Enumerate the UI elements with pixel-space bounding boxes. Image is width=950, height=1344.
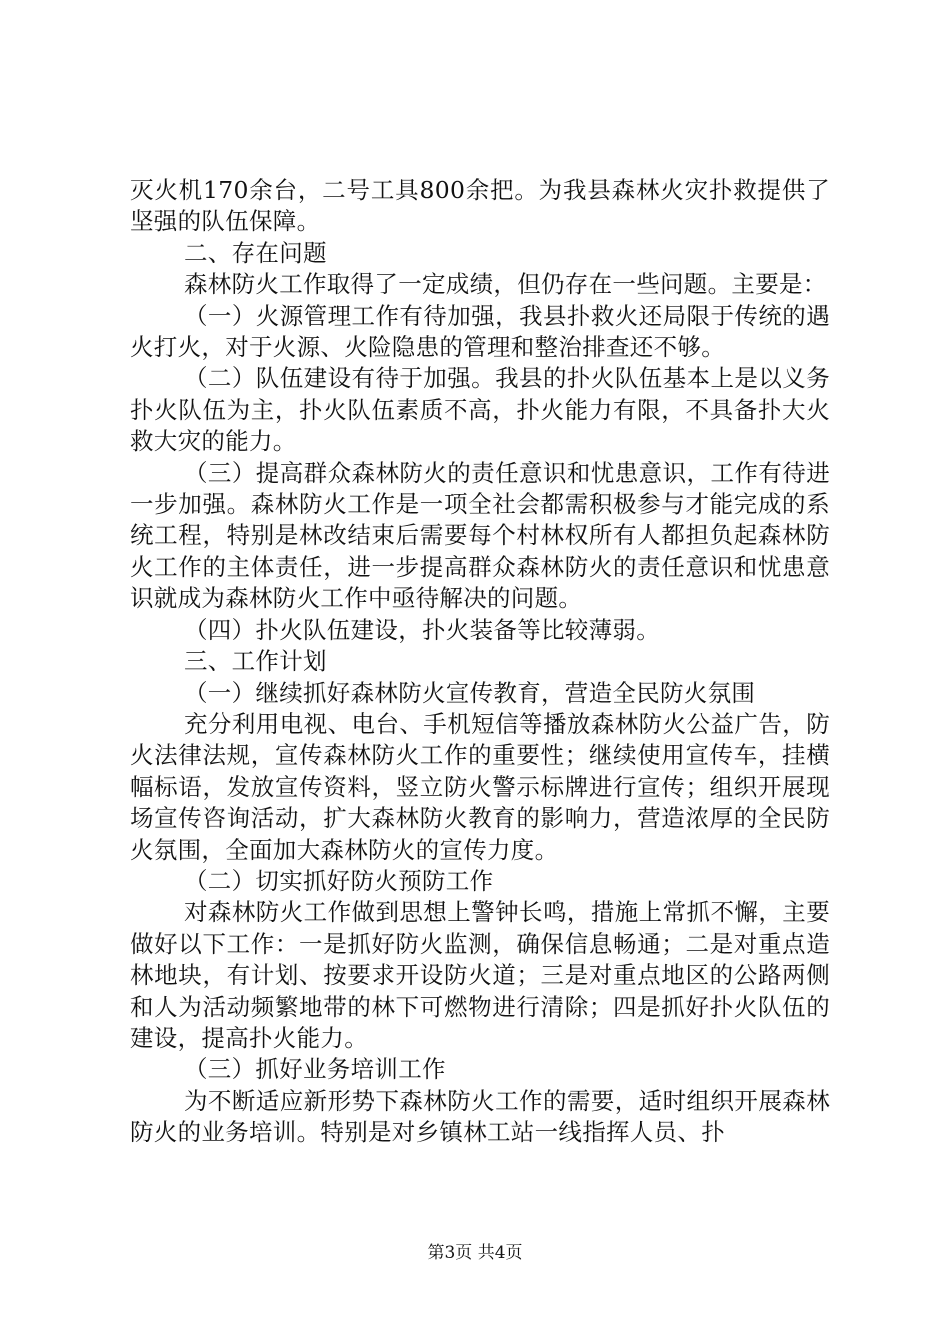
- paragraph-5: （三）提高群众森林防火的责任意识和忧患意识，工作有待进一步加强。森林防火工作是一项全社会都需积极参与才能完成的系统工程，特别是林改结束后需要每个村林权所有人都担负起森林防火工作的主体责任，进一步提高群众森林防火的责任意识和忧患意识就成为森林防火工作中亟待解决的问题。: [130, 458, 830, 613]
- paragraph-2: 森林防火工作取得了一定成绩，但仍存在一些问题。主要是：: [184, 270, 827, 299]
- paragraph-9: 为不断适应新形势下森林防火工作的需要，适时组织开展森林防火的业务培训。特别是对乡镇林工站一线指挥人员、扑: [130, 1086, 830, 1147]
- paragraph-8: 对森林防火工作做到思想上警钟长鸣，措施上常抓不懈，主要做好以下工作：一是抓好防火监测，确保信息畅通；二是对重点造林地块，有计划、按要求开设防火道；三是对重点地区的公路两侧和人为活动频繁地带的林下可燃物进行清除；四是抓好扑火队伍的建设，提高扑火能力。: [130, 898, 830, 1052]
- page-footer: 第3页 共4页: [427, 1243, 523, 1263]
- document-body: [130, 175, 830, 1149]
- paragraph-1: 灭火机170余台，二号工具800余把。为我县森林火灾扑救提供了坚强的队伍保障。: [130, 176, 830, 236]
- section-heading-problems: 二、存在问题: [184, 238, 327, 267]
- paragraph-7: 充分利用电视、电台、手机短信等播放森林防火公益广告，防火法律法规，宣传森林防火工作的重要性；继续使用宣传车，挂横幅标语，发放宣传资料，竖立防火警示标牌进行宣传；组织开展现场宣传咨询活动，扩大森林防火教育的影响力，营造浓厚的全民防火氛围，全面加大森林防火的宣传力度。: [130, 709, 830, 864]
- paragraph-6: （四）扑火队伍建设，扑火装备等比较薄弱。: [184, 615, 660, 644]
- subheading-2: （二）切实抓好防火预防工作: [184, 866, 494, 895]
- subheading-1: （一）继续抓好森林防火宣传教育，营造全民防火氛围: [184, 678, 756, 707]
- paragraph-4: （二）队伍建设有待于加强。我县的扑火队伍基本上是以义务扑火队伍为主，扑火队伍素质不高，扑火能力有限，不具备扑大火救大灾的能力。: [130, 364, 830, 456]
- section-heading-plan: 三、工作计划: [184, 647, 327, 676]
- subheading-3: （三）抓好业务培训工作: [184, 1055, 446, 1084]
- paragraph-3: （一）火源管理工作有待加强，我县扑救火还局限于传统的遇火打火，对于火源、火险隐患的管理和整治排查还不够。: [130, 301, 830, 362]
